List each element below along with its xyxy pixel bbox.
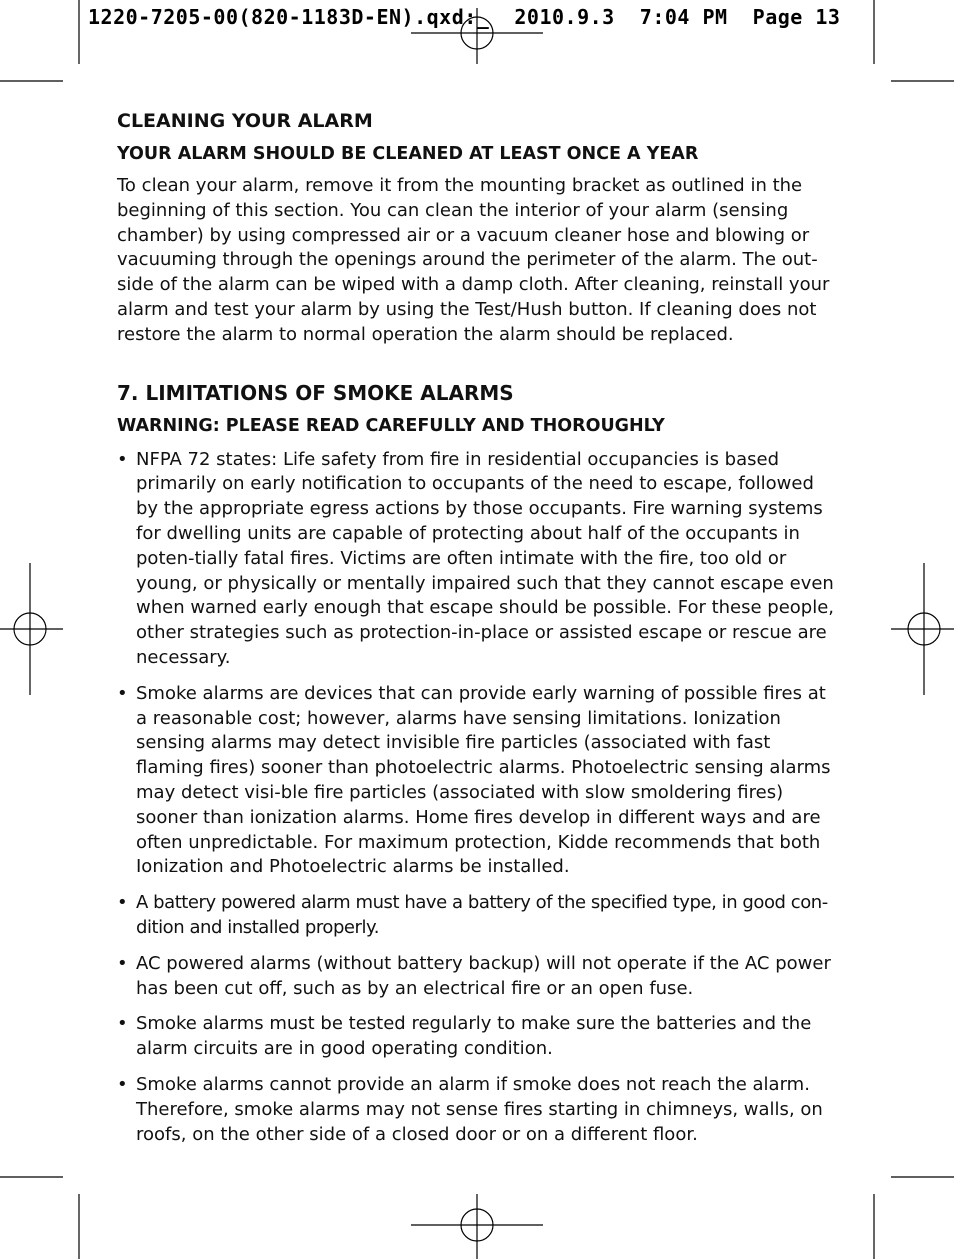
- list-item-text: A battery powered alarm must have a battery of the specified type, in good con-dition and installed properly.: [136, 892, 828, 938]
- cleaning-paragraph: To clean your alarm, remove it from the mounting bracket as outlined in the beginning of this section. You can clean the interior of your alarm (sensing chamber) by using compressed air or a vacuum cleaner hose and blowing or vacuuming through the openings around the perimeter of the alarm. The out-side of the alarm can be wiped with a damp cloth. After cleaning, reinstall your alarm and test your alarm by using the Test/Hush button. If cleaning does not restore the alarm to normal operation the alarm should be replaced.: [117, 175, 830, 345]
- bullet-icon: •: [117, 952, 128, 974]
- bullet-icon: •: [117, 448, 128, 470]
- cleaning-subheading: YOUR ALARM SHOULD BE CLEANED AT LEAST ONCE A YEAR: [117, 144, 699, 164]
- list-item: [117, 1073, 839, 1147]
- list-item: [117, 448, 839, 671]
- list-item: [117, 891, 839, 941]
- list-item: [117, 1012, 839, 1062]
- list-item: [117, 952, 839, 1002]
- limitations-heading: 7. LIMITATIONS OF SMOKE ALARMS: [117, 380, 514, 405]
- list-item-text: AC powered alarms (without battery backup) will not operate if the AC power has been cut off, such as by an electrical fire or an open fuse.: [136, 952, 831, 999]
- list-item-text: Smoke alarms must be tested regularly to make sure the batteries and the alarm circuits are in good operating condition.: [136, 1013, 812, 1060]
- page-content: [117, 108, 839, 1158]
- limitations-section: [117, 380, 839, 1148]
- list-item-text: Smoke alarms are devices that can provide early warning of possible fires at a reasonable cost; however, alarms have sensing limitations. Ionization sensing alarms may detect invisible fire particles (associated with fast flaming fires) sooner than photoelectric alarms. Photoelectric sensing alarms may detect visi-ble fire particles (associated with slow smoldering fires) sooner than ionization alarms. Home fires develop in different ways and are often unpredictable. For maximum protection, Kidde recommends that both Ionization and Photoelectric alarms be installed.: [136, 682, 831, 878]
- bullet-icon: •: [117, 682, 128, 704]
- list-item: [117, 682, 839, 880]
- bullet-icon: •: [117, 1073, 128, 1095]
- list-item-text: Smoke alarms cannot provide an alarm if smoke does not reach the alarm. Therefore, smoke alarms may not sense fires starting in chimneys, walls, on roofs, on the other side of a closed door or on a different floor.: [136, 1073, 823, 1145]
- limitations-list: [117, 448, 839, 1148]
- cleaning-heading: CLEANING YOUR ALARM: [117, 110, 373, 132]
- bullet-icon: •: [117, 1013, 128, 1035]
- limitations-warning: WARNING: PLEASE READ CAREFULLY AND THOROUGHLY: [117, 415, 665, 436]
- list-item-text: NFPA 72 states: Life safety from fire in residential occupancies is based primarily on early notification to occupants of the need to escape, followed by the appropriate egress actions by those occupants. Fire warning systems for dwelling units are capable of protecting about half of the occupants in poten-tially fatal fires. Victims are often intimate with the fire, too old or young, or physically or mentally impaired such that they cannot escape even when warned early enough that escape should be possible. For these people, other strategies such as protection-in-place or assisted escape or rescue are necessary.: [136, 448, 835, 668]
- bullet-icon: •: [117, 892, 128, 914]
- file-slug-header: 1220-7205-00(820-1183D-EN).qxd:_ 2010.9.3 7:04 PM Page 13: [88, 5, 841, 29]
- cleaning-section: [117, 108, 839, 348]
